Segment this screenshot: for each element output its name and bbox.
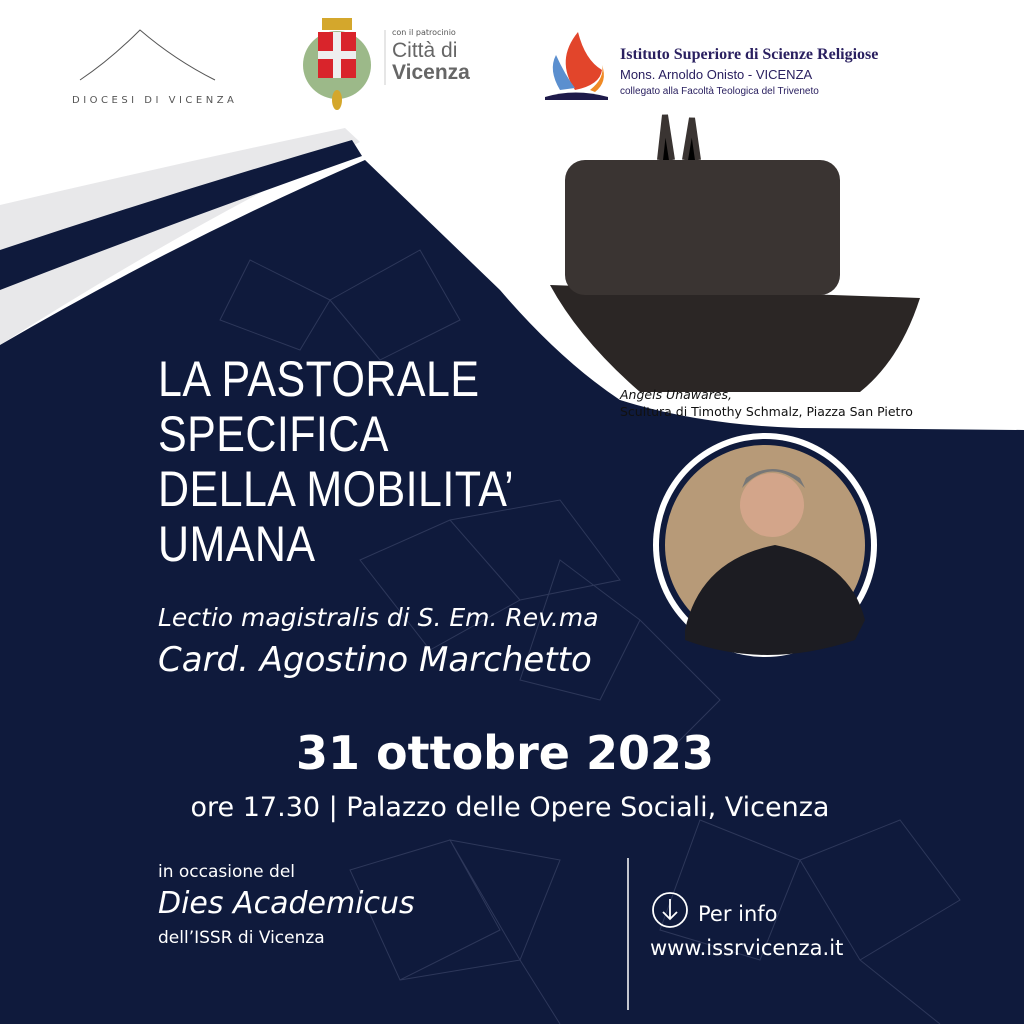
patronage-label: con il patrocinio (392, 28, 456, 37)
caption-text: Scultura di Timothy Schmalz, Piazza San Pietro (620, 404, 913, 419)
city-crest-icon (303, 18, 371, 110)
title-line: LA PASTORALE (158, 351, 480, 407)
title-line: SPECIFICA (158, 406, 389, 462)
event-title (158, 352, 514, 572)
speaker-photo (653, 433, 877, 657)
city-line2: Vicenza (392, 61, 470, 84)
arrow-down-circle-icon (650, 890, 690, 930)
occasion-event: Dies Academicus (158, 886, 415, 921)
issr-subtitle: Mons. Arnoldo Onisto - VICENZA (620, 67, 813, 82)
lectio-label: Lectio magistralis di S. Em. Rev.ma (158, 603, 599, 632)
issr-affiliation: collegato alla Facoltà Teologica del Triveneto (620, 86, 819, 97)
info-label: Per info (698, 902, 778, 926)
sculpture-image (550, 115, 920, 392)
issr-name: Istituto Superiore di Scienze Religiose (620, 46, 879, 63)
city-logo-text (392, 40, 470, 84)
caption-title: Angels Unawares, (620, 387, 732, 402)
speaker-name: Card. Agostino Marchetto (158, 640, 592, 680)
issr-flame-logo-icon (545, 32, 608, 100)
time-place: ore 17.30 | Palazzo delle Opere Sociali, Vicenza (190, 792, 830, 823)
diocesi-logo-text: DIOCESI DI VICENZA (72, 95, 238, 106)
occasion-org: dell’ISSR di Vicenza (158, 928, 325, 948)
event-date: 31 ottobre 2023 (295, 726, 715, 780)
title-line: DELLA MOBILITA’ (158, 461, 515, 517)
website-link[interactable]: www.issrvicenza.it (650, 936, 844, 960)
city-line1: Città di (392, 39, 458, 62)
occasion-intro: in occasione del (158, 862, 296, 882)
sculpture-caption (620, 386, 913, 420)
diocesi-logo-icon (80, 30, 215, 80)
title-line: UMANA (158, 516, 316, 572)
